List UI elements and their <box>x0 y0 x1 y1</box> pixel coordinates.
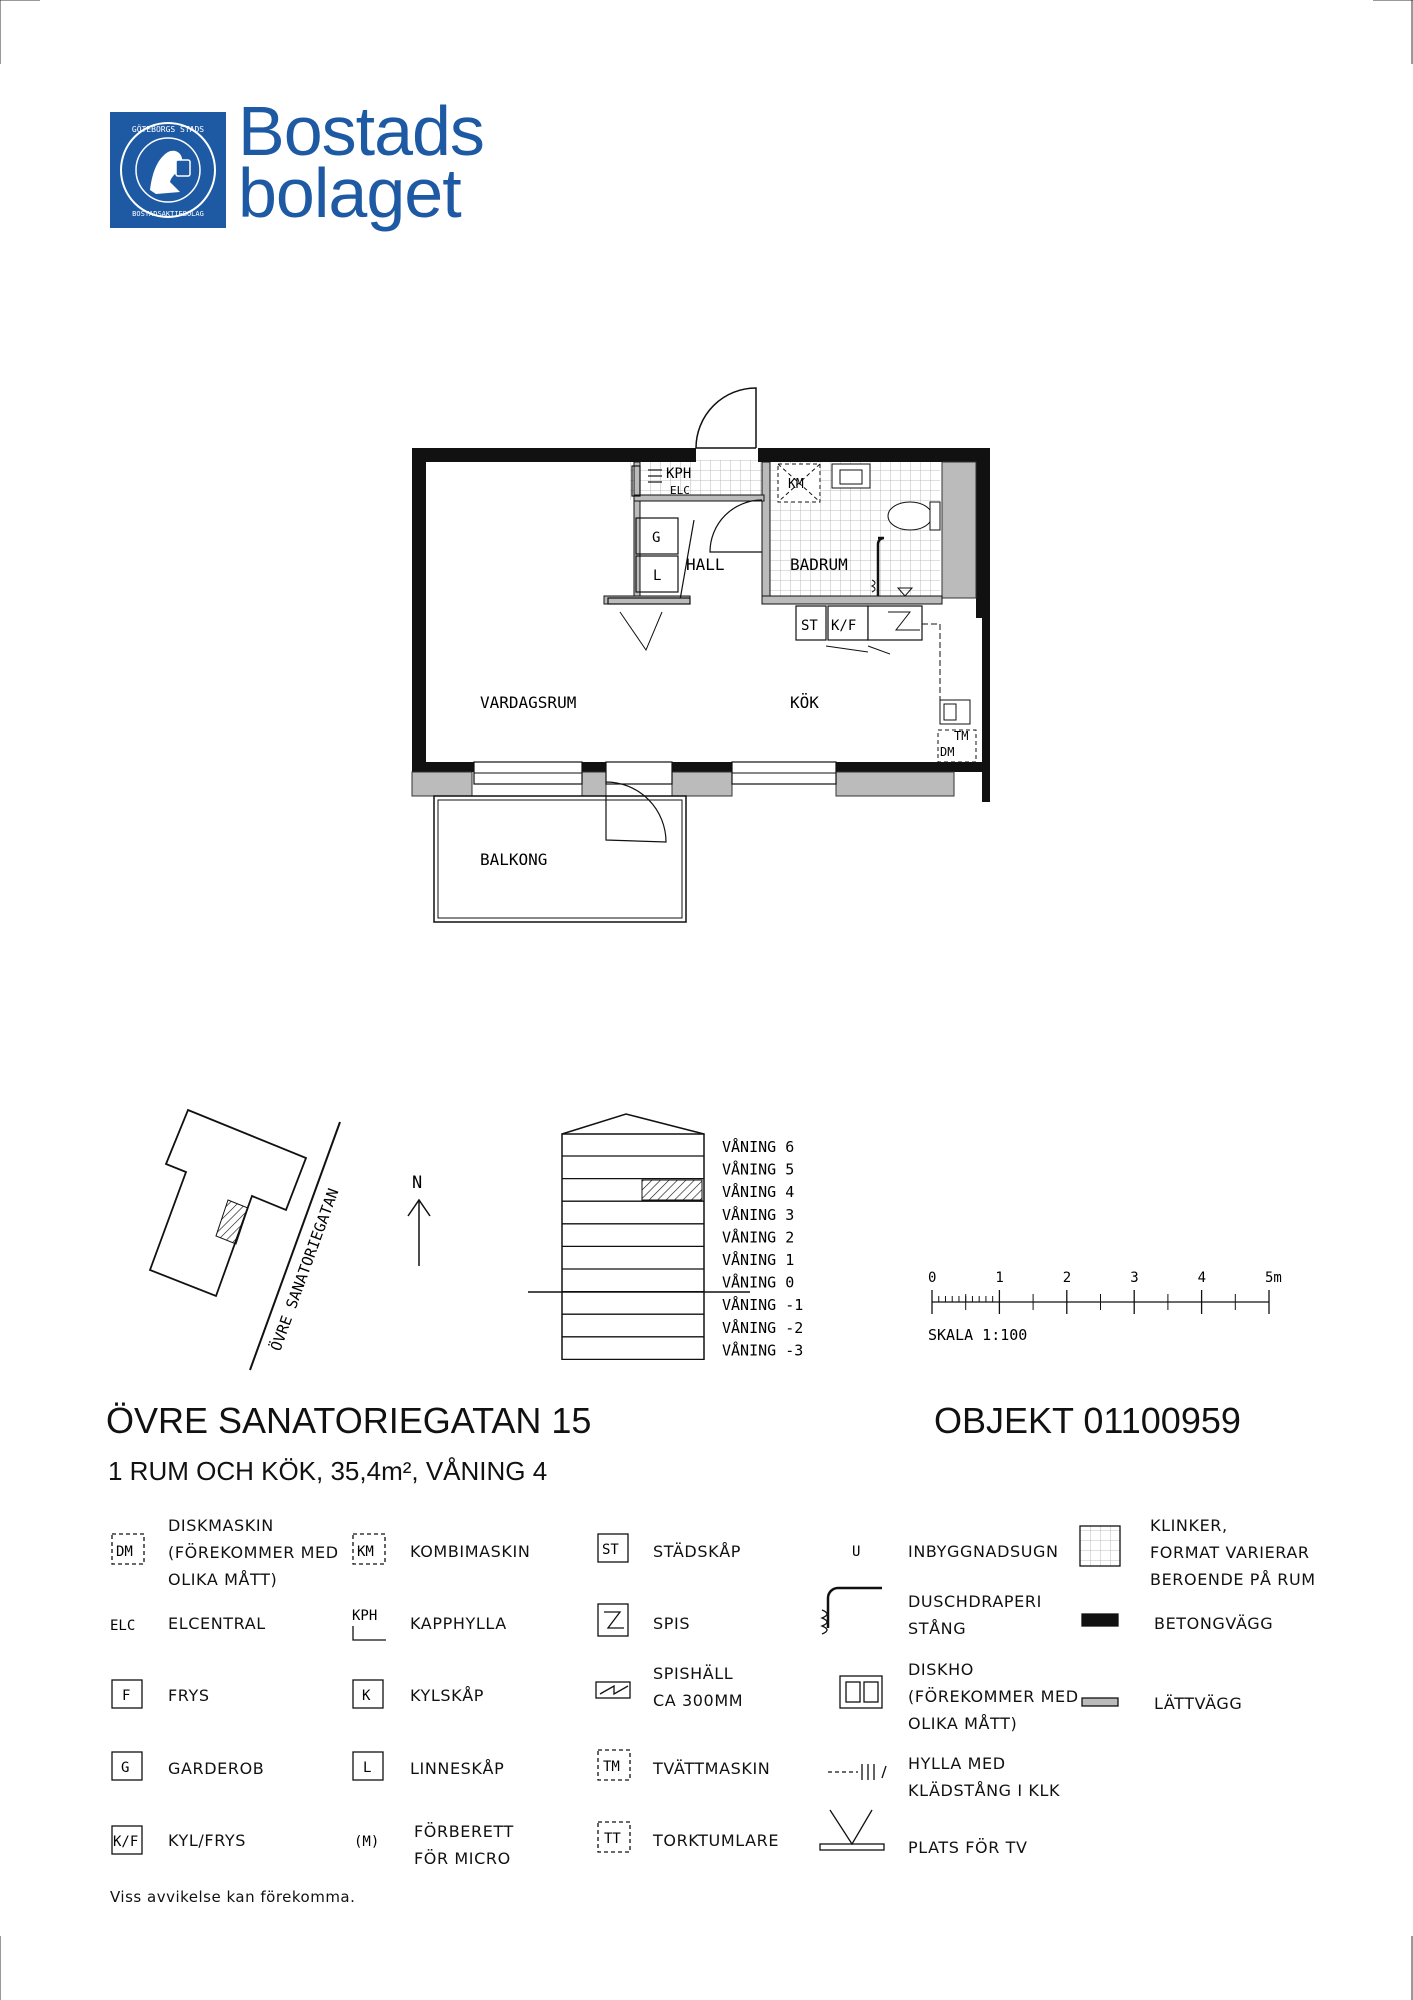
scale-tick-label: 4 <box>1197 1270 1207 1286</box>
floor-label: VÅNING 5 <box>722 1160 795 1179</box>
legend-tv-text: PLATS FÖR TV <box>908 1838 1028 1857</box>
logo-line-1: Bostads <box>238 92 484 170</box>
apartment-subtitle: 1 RUM OCH KÖK, 35,4m², VÅNING 4 <box>108 1456 548 1486</box>
legend-tm-text: TVÄTTMASKIN <box>653 1759 771 1778</box>
floor-stack <box>520 1108 820 1360</box>
legend-sym-km: KM <box>357 1544 374 1560</box>
legend-spis-text: SPIS <box>653 1614 691 1633</box>
plan-tm-label: TM <box>954 729 969 743</box>
scale-tick-label: 0 <box>928 1270 937 1286</box>
legend-dm-text: DISKMASKIN (FÖREKOMMER MED OLIKA MÅTT) <box>168 1516 339 1589</box>
scale-tick-label: 5m <box>1265 1270 1282 1286</box>
north-label: N <box>412 1173 423 1193</box>
legend-sym-u: U <box>852 1544 861 1560</box>
floor-label: VÅNING -3 <box>722 1341 804 1360</box>
legend-k-text: KYLSKÅP <box>410 1686 485 1705</box>
legend-dusch-text: DUSCHDRAPERI STÅNG <box>908 1592 1042 1638</box>
north-arrow <box>400 1166 440 1270</box>
legend-tt-text: TORKTUMLARE <box>653 1831 780 1850</box>
legend-hylla-text: HYLLA MED KLÄDSTÅNG I KLK <box>908 1754 1061 1800</box>
plan-g-label: G <box>652 530 661 546</box>
scale-tick-label: 2 <box>1062 1270 1072 1286</box>
room-label-kok: KÖK <box>790 693 819 712</box>
legend-st-text: STÄDSKÅP <box>653 1542 741 1561</box>
room-label-hall: HALL <box>686 555 725 574</box>
legend-sym-st: ST <box>602 1542 619 1558</box>
scale-label: SKALA 1:100 <box>928 1326 1028 1344</box>
footnote: Viss avvikelse kan förekomma. <box>110 1888 356 1906</box>
legend-kph-text: KAPPHYLLA <box>410 1614 507 1633</box>
room-label-vardagsrum: VARDAGSRUM <box>480 693 577 712</box>
legend-betong-text: BETONGVÄGG <box>1154 1614 1274 1633</box>
legend-sym-m: (M) <box>354 1834 380 1850</box>
legend-latt-text: LÄTTVÄGG <box>1154 1694 1243 1713</box>
legend-sym-dm: DM <box>116 1544 133 1560</box>
plan-kph-label: KPH <box>666 466 692 482</box>
room-label-balkong: BALKONG <box>480 850 548 869</box>
legend-sym-tm: TM <box>603 1759 620 1775</box>
svg-text:BOSTADSAKTIEBOLAG: BOSTADSAKTIEBOLAG <box>132 210 204 218</box>
svg-text:GÖTEBORGS STADS: GÖTEBORGS STADS <box>131 125 205 134</box>
floor-label: VÅNING 3 <box>722 1205 795 1224</box>
legend-elc-text: ELCENTRAL <box>168 1614 266 1633</box>
floor-label: VÅNING 1 <box>722 1251 795 1269</box>
floor-label: VÅNING -2 <box>722 1318 804 1337</box>
legend-sym-kph: KPH <box>352 1608 378 1624</box>
legend-kf-text: KYL/FRYS <box>168 1831 247 1850</box>
plan-km-label: KM <box>788 477 804 492</box>
site-plan <box>120 1100 380 1380</box>
plan-kf-label: K/F <box>831 618 857 634</box>
floor-label: VÅNING 0 <box>722 1273 795 1292</box>
legend-sym-k: K <box>362 1688 371 1704</box>
objekt-number: OBJEKT 01100959 <box>934 1400 1241 1441</box>
legend-l-text: LINNESKÅP <box>410 1759 505 1778</box>
legend-sym-elc: ELC <box>110 1618 136 1634</box>
legend-sym-f: F <box>122 1688 131 1704</box>
room-label-badrum: BADRUM <box>790 555 848 574</box>
legend-klinker-text: KLINKER, FORMAT VARIERAR BEROENDE PÅ RUM <box>1150 1516 1316 1589</box>
legend-km-text: KOMBIMASKIN <box>410 1542 531 1561</box>
legend-sym-tt: TT <box>604 1831 621 1847</box>
plan-st-label: ST <box>801 618 818 634</box>
floor-label: VÅNING 4 <box>722 1183 795 1202</box>
scale-tick-label: 3 <box>1130 1270 1139 1286</box>
scale-tick-label: 1 <box>995 1270 1004 1286</box>
site-street-label: ÖVRE SANATORIEGATAN <box>266 1185 343 1354</box>
legend-g-text: GARDEROB <box>168 1759 265 1778</box>
legend-spishall-text: SPISHÄLL CA 300MM <box>653 1664 744 1710</box>
floor-label: VÅNING 6 <box>722 1138 795 1156</box>
floor-label: VÅNING 2 <box>722 1228 795 1247</box>
legend-sym-l: L <box>363 1760 372 1776</box>
scale-bar <box>924 1264 1304 1346</box>
legend-sym-g: G <box>121 1760 130 1776</box>
legend-sym-kf: K/F <box>113 1834 139 1850</box>
address-title: ÖVRE SANATORIEGATAN 15 <box>106 1400 592 1441</box>
legend-u-text: INBYGGNADSUGN <box>908 1542 1059 1561</box>
legend-f-text: FRYS <box>168 1686 210 1705</box>
floor-label: VÅNING -1 <box>722 1296 804 1315</box>
logo-line-2: bolaget <box>238 154 461 232</box>
plan-dm-label: DM <box>940 745 955 759</box>
plan-elc-label: ELC <box>670 484 690 497</box>
plan-l-label: L <box>653 568 662 584</box>
legend-m-text: FÖRBERETT FÖR MICRO <box>414 1822 514 1868</box>
legend-diskho-text: DISKHO (FÖREKOMMER MED OLIKA MÅTT) <box>908 1660 1079 1733</box>
